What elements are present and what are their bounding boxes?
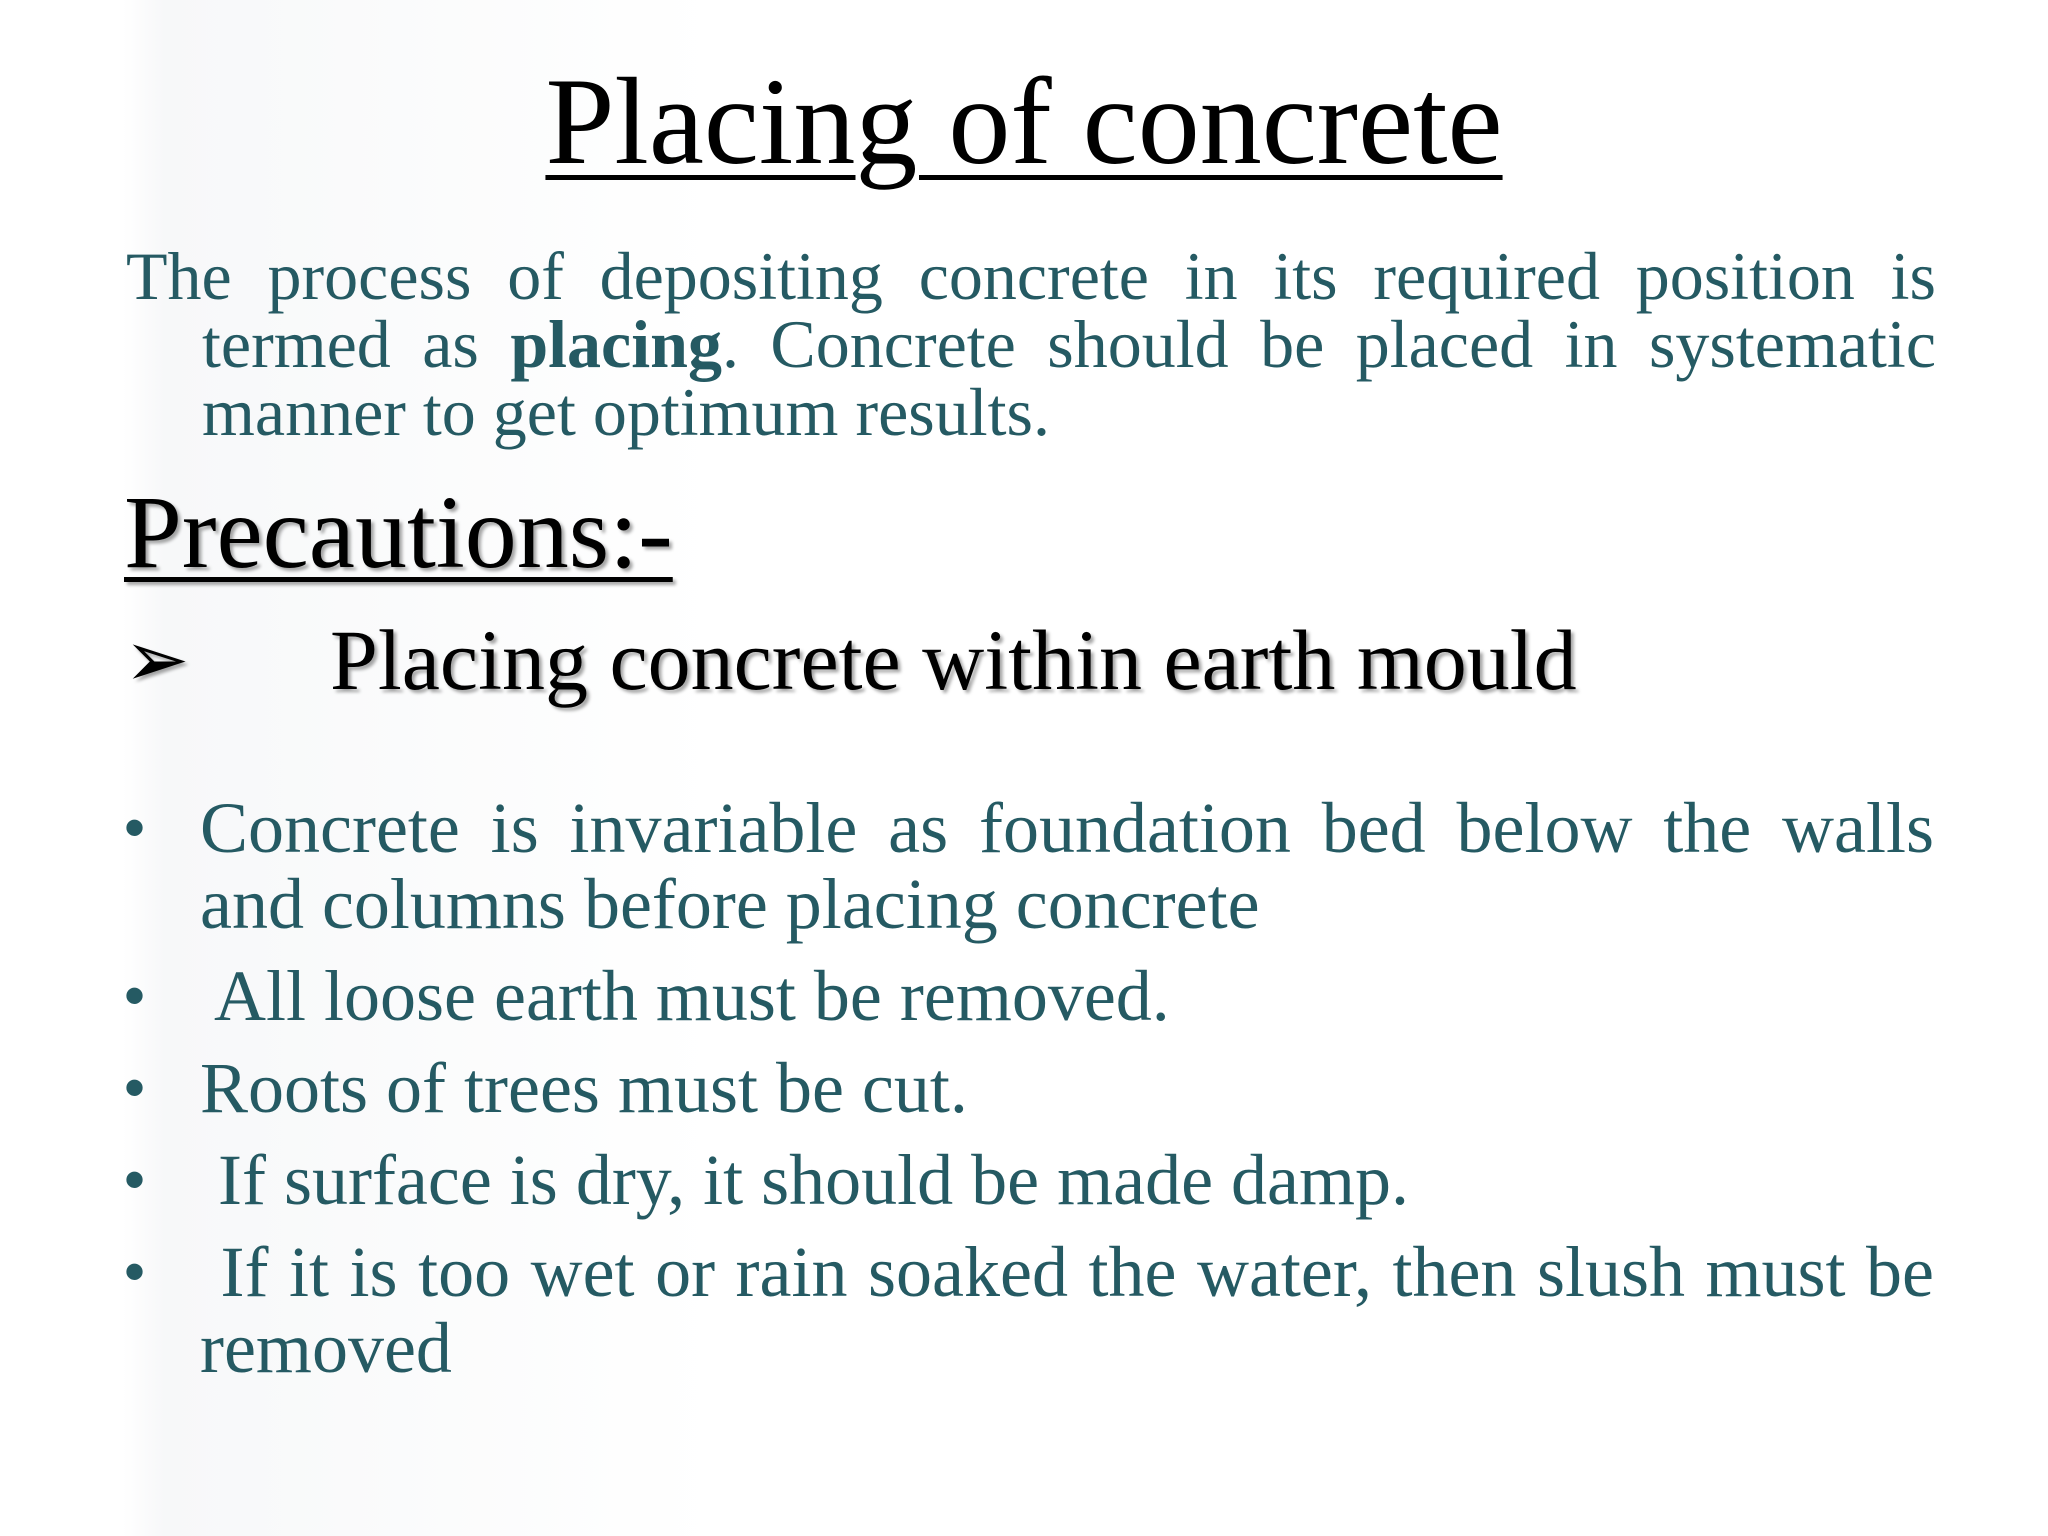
slide-title-text: Placing of concrete bbox=[545, 53, 1503, 190]
intro-bold-term: placing bbox=[510, 306, 722, 382]
precautions-heading: Precautions:- bbox=[124, 475, 673, 590]
list-item-text: All loose earth must be removed. bbox=[200, 956, 1170, 1036]
list-item-text: Roots of trees must be cut. bbox=[200, 1048, 968, 1128]
precautions-list bbox=[124, 788, 1953, 1402]
bullet-dot-icon: • bbox=[124, 794, 146, 861]
list-item bbox=[124, 790, 1934, 942]
slide-title bbox=[0, 52, 2048, 192]
list-item-text: If it is too wet or rain soaked the water, then slush must be removed bbox=[200, 1232, 1953, 1388]
bullet-dot-icon: • bbox=[124, 1054, 146, 1121]
intro-text-after: . Concrete should be placed in systematic manner to get optimum results. bbox=[202, 306, 1936, 450]
intro-paragraph bbox=[126, 238, 1936, 450]
bullet-dot-icon: • bbox=[124, 1238, 146, 1305]
list-item bbox=[124, 958, 1934, 1034]
intro-text-before: The process of depositing concrete in its required position is termed as bbox=[126, 238, 1936, 382]
subheading bbox=[124, 610, 1934, 710]
subheading-text: Placing concrete within earth mould bbox=[330, 612, 1577, 708]
list-item-text: If surface is dry, it should be made damp. bbox=[200, 1140, 1409, 1220]
bullet-dot-icon: • bbox=[124, 1146, 146, 1213]
list-item bbox=[124, 1142, 1934, 1218]
list-item-text: Concrete is invariable as foundation bed below the walls and columns before placing concrete bbox=[200, 788, 1934, 944]
bullet-dot-icon: • bbox=[124, 962, 146, 1029]
list-item bbox=[124, 1050, 1934, 1126]
arrowhead-bullet-icon: ➢ bbox=[124, 615, 190, 705]
list-item bbox=[124, 1232, 1953, 1388]
